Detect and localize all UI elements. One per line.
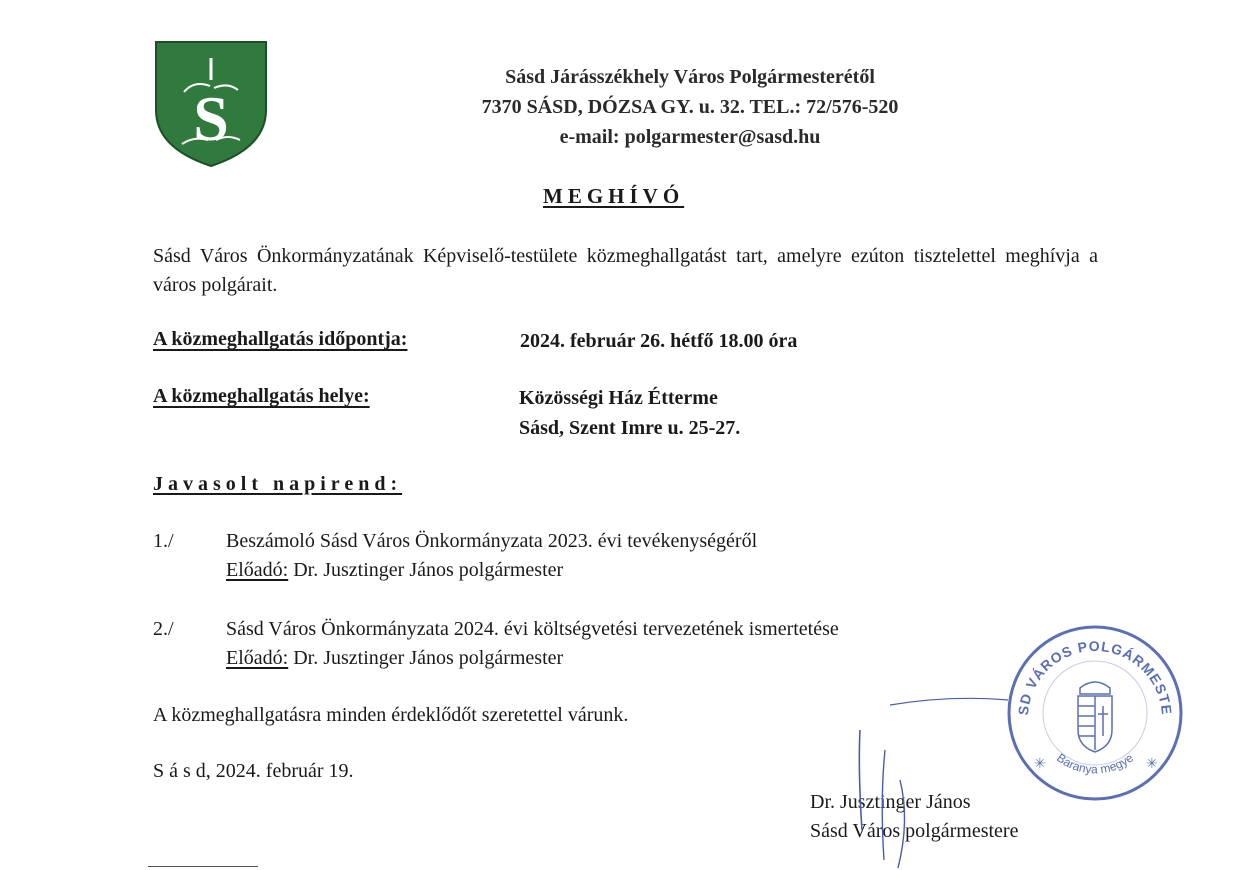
signatory-position: Sásd Város polgármestere — [810, 820, 1019, 842]
agenda-item-1-number: 1./ — [153, 530, 174, 552]
svg-text:SÁSD VÁROS POLGÁRMESTERE — [1000, 618, 1175, 716]
place-label: A közmeghallgatás helye: — [153, 385, 370, 407]
sender-email: e-mail: polgarmester@sasd.hu — [559, 126, 821, 148]
crest-letter: S — [193, 83, 229, 154]
presenter-label: Előadó: — [226, 647, 289, 669]
sender-title: Sásd Járásszékhely Város Polgármesterétől — [505, 66, 875, 88]
footer-rule — [148, 866, 258, 867]
presenter-name: Dr. Jusztinger János polgármester — [288, 559, 564, 581]
time-value: 2024. február 26. hétfő 18.00 óra — [520, 330, 798, 352]
official-stamp — [1000, 618, 1190, 808]
presenter-label: Előadó: — [226, 559, 289, 581]
date-line: S á s d, 2024. február 19. — [153, 760, 354, 782]
time-label: A közmeghallgatás időpontja: — [153, 328, 408, 350]
agenda-item-2-text: Sásd Város Önkormányzata 2024. évi költségvetési tervezetének ismertetése — [226, 618, 839, 640]
svg-text:✳: ✳ — [1146, 756, 1158, 772]
svg-text:✳: ✳ — [1034, 756, 1046, 772]
place-line-2: Sásd, Szent Imre u. 25-27. — [519, 417, 741, 439]
closing-sentence: A közmeghallgatásra minden érdeklődőt szeretettel várunk. — [153, 704, 629, 726]
signatory-name: Dr. Jusztinger János — [810, 791, 971, 813]
stamp-bottom-text: Baranya megye — [1054, 750, 1136, 777]
presenter-name: Dr. Jusztinger János polgármester — [288, 647, 564, 669]
agenda-item-2-number: 2./ — [153, 618, 174, 640]
agenda-heading: Javasolt napirend: — [153, 473, 403, 495]
sender-address: 7370 SÁSD, DÓZSA GY. u. 32. TEL.: 72/576-520 — [481, 96, 899, 118]
agenda-item-2-presenter-line — [226, 647, 563, 670]
agenda-item-1-presenter-line — [226, 559, 563, 582]
hungarian-coat-of-arms-icon — [1078, 682, 1112, 752]
coat-of-arms-icon — [154, 40, 268, 168]
intro-paragraph: Sásd Város Önkormányzatának Képviselő-testülete közmeghallgatást tart, amelyre ezúton tisztelettel meghívja a város polgárait. — [153, 245, 1098, 296]
place-line-1: Közösségi Ház Étterme — [519, 387, 718, 409]
svg-text:Baranya megye — [1054, 750, 1136, 776]
agenda-item-1-text: Beszámoló Sásd Város Önkormányzata 2023. évi tevékenységéről — [226, 530, 758, 552]
document-title: MEGHÍVÓ — [543, 184, 685, 208]
handwritten-signature — [840, 690, 1010, 870]
stamp-top-text: SD VÁROS POLGÁRMESTE — [1014, 637, 1176, 716]
